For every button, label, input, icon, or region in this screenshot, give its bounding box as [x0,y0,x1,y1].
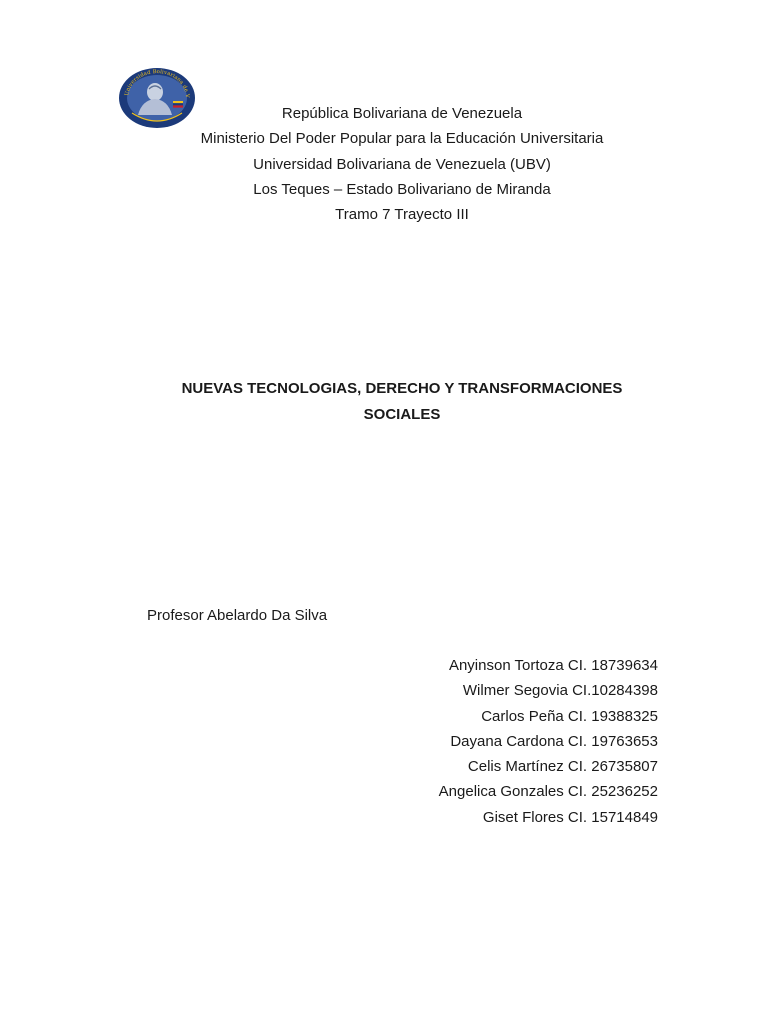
header-line-tramo: Tramo 7 Trayecto III [335,206,469,224]
student-entry: Wilmer Segovia CI.10284398 [462,682,658,700]
student-entry: Giset Flores CI. 15714849 [482,808,658,826]
header-line-location: Los Teques – Estado Bolivariano de Miranda [253,180,551,198]
header-line-university: Universidad Bolivariana de Venezuela (UBV) [253,155,551,173]
student-entry: Carlos Peña CI. 19388325 [481,707,658,725]
student-entry: Angelica Gonzales CI. 25236252 [438,783,658,801]
title-line-1: NUEVAS TECNOLOGIAS, DERECHO Y TRANSFORMACIONES [181,380,623,397]
student-entry: Celis Martínez CI. 26735807 [467,758,658,776]
student-list [439,653,658,830]
student-entry: Dayana Cardona CI. 19763653 [450,732,658,750]
header-line-ministry: Ministerio Del Poder Popular para la Educación Universitaria [200,130,604,148]
professor-name: Profesor Abelardo Da Silva [147,607,328,624]
institution-header [100,101,704,227]
svg-text:Universidad Bolivariana de Ven: Universidad Bolivariana de V [124,68,191,98]
document-title [120,376,684,427]
title-line-2: SOCIALES [363,405,441,423]
student-entry: Anyinson Tortoza CI. 18739634 [448,657,658,674]
header-line-republic: República Bolivariana de Venezuela [281,105,523,122]
